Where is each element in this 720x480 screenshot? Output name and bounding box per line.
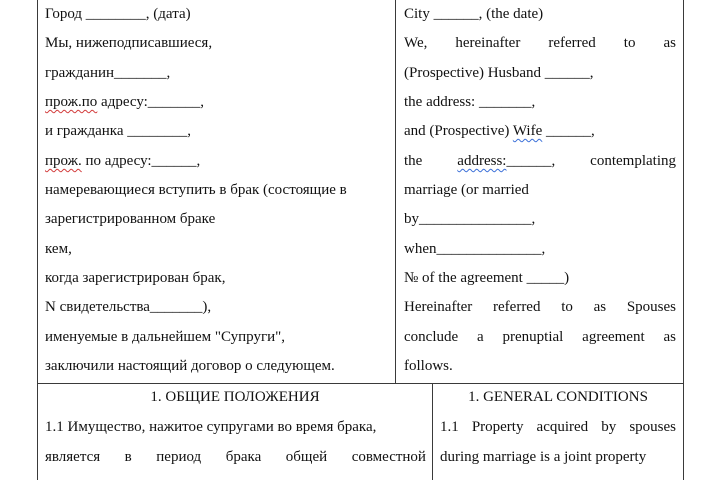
ru-city-date: Город ________, (дата) (45, 6, 191, 22)
word: by (601, 419, 617, 435)
en-prospective-wife-prefix: and (Prospective) (404, 123, 513, 139)
table-row-divider (37, 383, 684, 384)
en-para-1-1-line1 (440, 418, 676, 436)
word: conclude (404, 329, 459, 345)
word: to (623, 35, 636, 51)
word: Spouses (626, 299, 676, 315)
en-address-2 (457, 152, 555, 170)
en-address-1: the address: _______, (404, 94, 536, 110)
word: agreement (582, 329, 645, 345)
word: является (45, 449, 101, 465)
word: spouses (629, 419, 676, 435)
ru-address-2 (45, 152, 200, 170)
ru-address-1-abbrev: прож.по (45, 94, 98, 110)
word: общей (285, 449, 328, 465)
word: в (124, 449, 132, 465)
en-when: when______________, (404, 241, 546, 257)
ru-para-1-1-line2 (45, 448, 426, 466)
ru-address-2-rest: по адресу:______, (81, 153, 201, 169)
ru-certificate-number: N свидетельства_______), (45, 299, 212, 315)
ru-intending-marry: намеревающиеся вступить в брак (состоящие в (45, 182, 347, 198)
word: the (404, 153, 423, 169)
ru-citizen-female: и гражданка ________, (45, 123, 191, 139)
ru-registered-marriage: зарегистрированном браке (45, 211, 216, 227)
table-border-middle-top (395, 0, 396, 383)
word: период (156, 449, 202, 465)
ru-by-whom: кем, (45, 241, 72, 257)
en-prospective-wife-blank: ______, (542, 123, 595, 139)
word: Property (471, 419, 524, 435)
word: as (663, 329, 676, 345)
en-referred-spouses (404, 298, 676, 316)
word: acquired (536, 419, 589, 435)
en-conclude-prenuptial (404, 328, 676, 346)
en-wife-word: Wife (512, 123, 543, 139)
word: referred (493, 299, 541, 315)
word: as (593, 299, 607, 315)
en-para-1-1-line2: during marriage is a joint property (440, 449, 647, 465)
en-address-word: address: (457, 153, 507, 169)
word: to (561, 299, 573, 315)
en-agreement-number: № of the agreement _____) (404, 270, 570, 286)
en-we-hereinafter (404, 34, 676, 52)
ru-address-1 (45, 93, 204, 111)
word: 1.1 (440, 419, 459, 435)
ru-section-heading: 1. ОБЩИЕ ПОЛОЖЕНИЯ (150, 389, 320, 405)
word: совместной (351, 449, 426, 465)
word: We, (404, 35, 428, 51)
ru-address-2-abbrev: прож. (45, 153, 82, 169)
table-border-right (683, 0, 684, 480)
en-marriage-or-married: marriage (or married (404, 182, 529, 198)
en-prospective-wife (404, 122, 595, 140)
en-city-date: City ______, (the date) (404, 6, 544, 22)
en-follows: follows. (404, 358, 453, 374)
word: брака (225, 449, 262, 465)
en-address-blank: ______, (506, 153, 556, 169)
word: as (663, 35, 676, 51)
word: Hereinafter (404, 299, 473, 315)
ru-we-undersigned: Мы, нижеподписавшиеся, (45, 35, 213, 51)
ru-address-1-rest: адресу:_______, (97, 94, 205, 110)
ru-concluded-agreement: заключили настоящий договор о следующем. (45, 358, 335, 374)
word: prenuptial (502, 329, 564, 345)
word: referred (548, 35, 596, 51)
en-prospective-husband: (Prospective) Husband ______, (404, 65, 594, 81)
table-border-left (37, 0, 38, 480)
en-by: by_______________, (404, 211, 536, 227)
word: hereinafter (455, 35, 521, 51)
en-address-contemplating (404, 152, 676, 170)
ru-citizen-male: гражданин_______, (45, 65, 171, 81)
word: a (476, 329, 484, 345)
ru-para-1-1-line1: 1.1 Имущество, нажитое супругами во время брака, (45, 419, 377, 435)
ru-when-registered: когда зарегистрирован брак, (45, 270, 226, 286)
ru-spouses-referred: именуемые в дальнейшем "Супруги", (45, 329, 286, 345)
en-section-heading: 1. GENERAL CONDITIONS (468, 389, 648, 405)
word: contemplating (590, 153, 676, 169)
